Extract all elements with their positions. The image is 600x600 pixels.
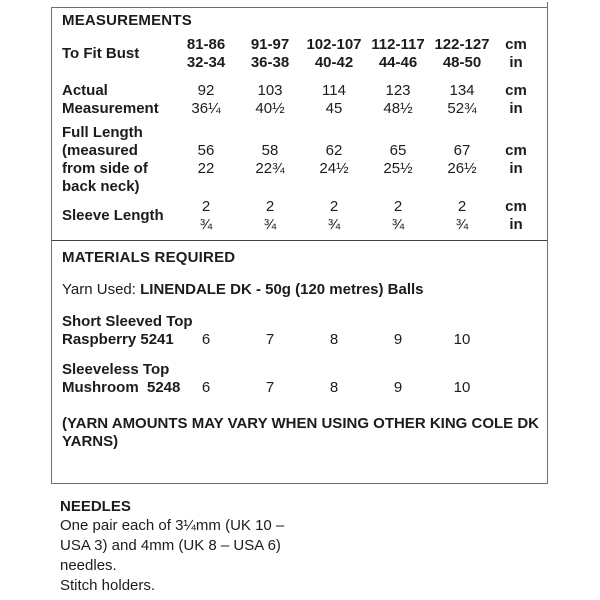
value-cm: 56 <box>197 142 215 159</box>
value-cm: 123 <box>385 82 411 99</box>
value-cell <box>174 198 238 234</box>
value-cell <box>174 82 238 118</box>
value-cm: 91-97 <box>250 36 290 53</box>
yarn-used-value: LINENDALE DK - 50g (120 metres) Balls <box>140 281 424 298</box>
value-cell <box>302 142 366 178</box>
pattern-info-table <box>51 7 548 484</box>
row-label <box>62 124 174 196</box>
value-in: 25½ <box>383 160 413 177</box>
row-label: To Fit Bust <box>62 45 140 62</box>
value-cell <box>430 36 494 72</box>
measurements-section <box>52 8 547 241</box>
value-in: ¾ <box>263 216 277 233</box>
value-in: 40-42 <box>314 54 354 71</box>
value-cm: 92 <box>197 82 215 99</box>
value-cm: 81-86 <box>186 36 226 53</box>
quantity-cell: 6 <box>201 379 211 396</box>
value-cell <box>174 36 238 72</box>
value-cell <box>238 198 302 234</box>
needles-line: One pair each of 3¼mm (UK 10 – <box>60 517 285 534</box>
label-line: Full Length <box>62 124 143 141</box>
unit-spacer <box>494 379 538 397</box>
unit-in-label: in <box>509 160 523 177</box>
yarn-used-label: Yarn Used: <box>62 281 136 298</box>
note-line: YARNS) <box>62 433 119 450</box>
value-cm: 58 <box>261 142 279 159</box>
value-cm: 67 <box>453 142 471 159</box>
value-in: 22¾ <box>255 160 285 177</box>
value-cell <box>238 36 302 72</box>
materials-title: MATERIALS REQUIRED <box>62 249 236 266</box>
product-quantities-row <box>62 379 539 397</box>
needles-line: USA 3) and 4mm (UK 8 – USA 6) <box>60 537 281 554</box>
quantity-cell: 9 <box>393 379 403 396</box>
needles-line: Stitch holders. <box>60 577 156 594</box>
label-line: Measurement <box>62 100 159 117</box>
value-cell <box>366 198 430 234</box>
value-cm: 62 <box>325 142 343 159</box>
value-cell <box>302 198 366 234</box>
product-colour: Mushroom 5248 <box>62 379 181 396</box>
row-to-fit-bust <box>62 36 539 72</box>
value-in: ¾ <box>455 216 469 233</box>
value-cell <box>302 82 366 118</box>
value-cm: 114 <box>322 82 346 99</box>
unit-in-label: in <box>509 216 523 233</box>
quantity-cell: 10 <box>453 379 471 396</box>
value-cm: 2 <box>457 198 467 215</box>
note-line: (YARN AMOUNTS MAY VARY WHEN USING OTHER KING COLE DK <box>62 415 539 432</box>
unit-cell <box>494 142 538 178</box>
value-cell <box>238 142 302 178</box>
value-cm: 102-107 <box>306 36 362 53</box>
value-cell <box>302 36 366 72</box>
row-label: Sleeve Length <box>62 207 164 224</box>
yarn-used-line <box>62 281 539 299</box>
unit-in-label: in <box>509 54 523 71</box>
value-cm: 2 <box>329 198 339 215</box>
value-in: 32-34 <box>186 54 226 71</box>
quantity-cell: 10 <box>453 331 471 348</box>
row-full-length <box>62 124 539 196</box>
value-cell <box>366 142 430 178</box>
value-in: 36-38 <box>250 54 290 71</box>
value-cm: 112-117 <box>371 36 425 53</box>
value-cell <box>366 82 430 118</box>
unit-cm-label: cm <box>505 142 527 159</box>
value-cell <box>174 142 238 178</box>
value-cm: 65 <box>389 142 407 159</box>
value-cell <box>430 142 494 178</box>
value-in: 36¼ <box>191 100 221 117</box>
unit-cm-label: cm <box>505 198 527 215</box>
value-cell <box>430 82 494 118</box>
quantity-cell: 8 <box>329 331 339 348</box>
product-colour: Raspberry 5241 <box>62 331 174 348</box>
value-in: 48½ <box>383 100 413 117</box>
needles-title: NEEDLES <box>60 498 131 515</box>
value-in: ¾ <box>391 216 405 233</box>
value-in: 40½ <box>255 100 285 117</box>
quantity-cell: 9 <box>393 331 403 348</box>
value-cm: 134 <box>449 82 475 99</box>
unit-cell <box>494 198 538 234</box>
yarn-amounts-note <box>62 415 539 451</box>
value-in: ¾ <box>199 216 213 233</box>
unit-cell <box>494 36 538 72</box>
value-in: 24½ <box>319 160 349 177</box>
value-in: 45 <box>325 100 343 117</box>
row-label <box>62 82 174 118</box>
product-name: Short Sleeved Top <box>62 313 193 330</box>
value-in: 44-46 <box>378 54 418 71</box>
value-cm: 2 <box>265 198 275 215</box>
product-sleeveless-top <box>62 361 539 397</box>
quantity-cell: 7 <box>265 379 275 396</box>
row-sleeve-length <box>62 198 539 234</box>
needles-section <box>60 498 284 596</box>
unit-cm-label: cm <box>505 82 527 99</box>
quantity-cell: 6 <box>201 331 211 348</box>
quantity-cell: 8 <box>329 379 339 396</box>
value-cell <box>366 36 430 72</box>
value-in: 52¾ <box>447 100 477 117</box>
quantity-cell: 7 <box>265 331 275 348</box>
needles-line: needles. <box>60 557 117 574</box>
label-line: back neck) <box>62 178 140 195</box>
materials-section <box>52 241 547 451</box>
label-line: Actual <box>62 82 108 99</box>
value-in: 22 <box>197 160 215 177</box>
value-cm: 2 <box>393 198 403 215</box>
unit-in-label: in <box>509 100 523 117</box>
label-line: from side of <box>62 160 148 177</box>
value-in: 26½ <box>447 160 477 177</box>
value-cell <box>430 198 494 234</box>
value-in: ¾ <box>327 216 341 233</box>
value-cm: 103 <box>257 82 283 99</box>
unit-cell <box>494 82 538 118</box>
value-in: 48-50 <box>442 54 482 71</box>
row-actual-measurement <box>62 82 539 118</box>
unit-spacer <box>494 331 538 349</box>
value-cm: 2 <box>201 198 211 215</box>
unit-cm-label: cm <box>505 36 527 53</box>
product-name: Sleeveless Top <box>62 361 170 378</box>
label-line: (measured <box>62 142 138 159</box>
measurements-title: MEASUREMENTS <box>62 12 192 29</box>
product-quantities-row <box>62 331 539 349</box>
value-cell <box>238 82 302 118</box>
value-cm: 122-127 <box>434 36 490 53</box>
product-short-sleeved-top <box>62 313 539 349</box>
